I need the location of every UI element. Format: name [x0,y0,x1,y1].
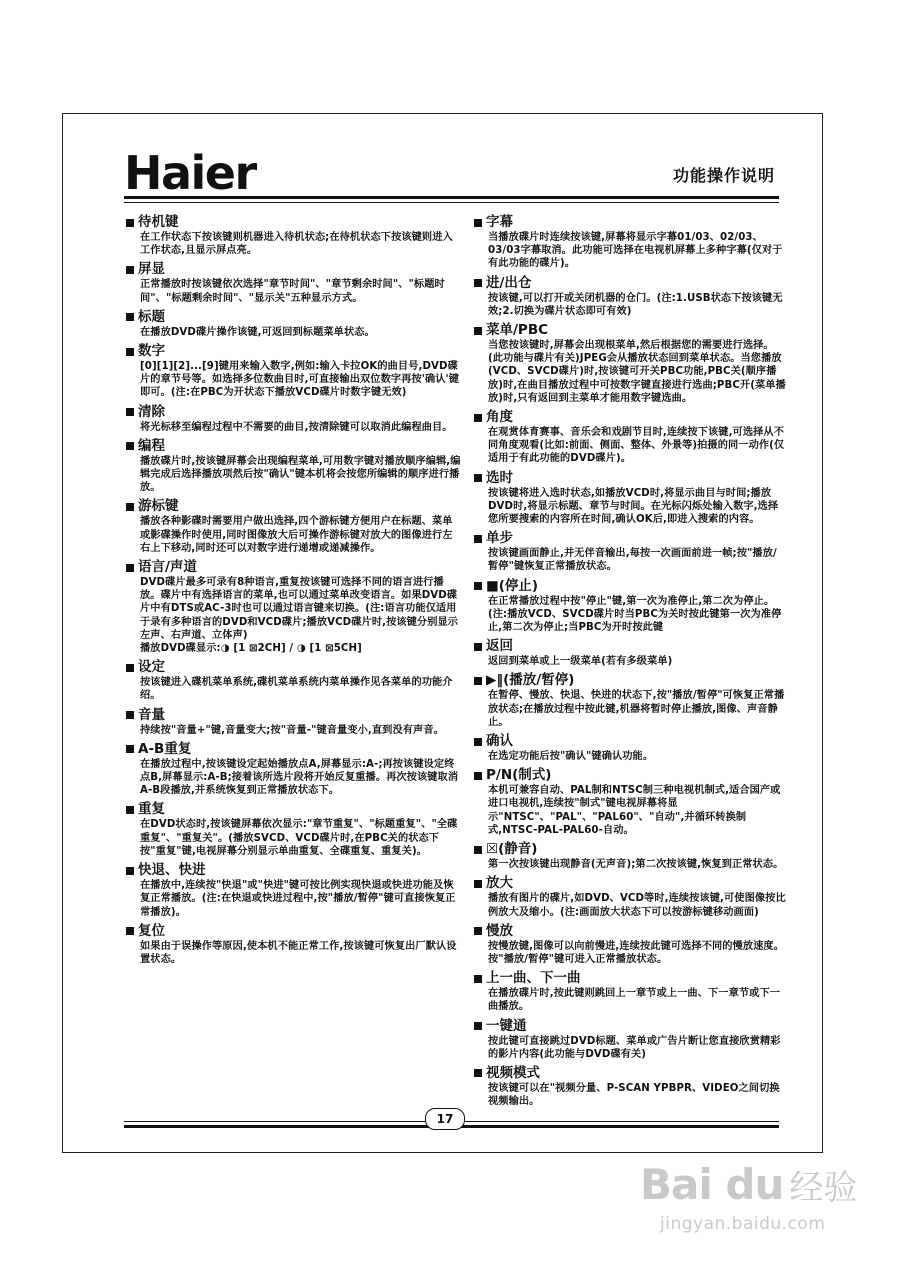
section-body: 按该键进入碟机菜单系统,碟机菜单系统内菜单操作见各菜单的功能介绍。 [140,677,453,702]
section-body: 当播放碟片时连续按该键,屏幕将显示字幕01/03、02/03、03/03字幕取消。此功能可选择在电视机屏幕上多种字幕(仅对于有此功能的碟片)。 [488,232,783,270]
section-return [474,638,786,668]
section-title: ■(停止) [486,577,539,594]
section-mute [474,841,786,871]
section-body: 播放有图片的碟片,如DVD、VCD等时,连续按该键,可使图像按比例放大及缩小。(注:画面放大状态下可以按游标键移动画面) [488,893,786,918]
section-pn [474,767,786,837]
bullet-icon [126,442,134,450]
section-title: 待机键 [138,214,179,230]
section-title: P/N(制式) [486,767,552,784]
section-title: 数字 [138,343,165,360]
bullet-icon [474,880,482,888]
section-title: 角度 [486,409,513,426]
bullet-icon [474,414,482,422]
section-body: 本机可兼容自动、PAL制和NTSC制三种电视机制式,适合国产或进口电视机,连续按"制式"键电视屏幕将显示"NTSC"、"PAL"、"PAL60"、"自动",并循环转换制式,NTSC-PAL-PAL60-自动。 [488,785,781,836]
section-body: 按该键可以在"视频分量、P-SCAN YPBPR、VIDEO之间切换视频输出。 [488,1082,780,1108]
watermark-url: jingyan.baidu.com [660,1214,826,1234]
section-step [474,530,786,573]
section-body: 在播放中,连续按"快退"或"快进"键可按比例实现快退或快进功能及恢复正常播放。(注:在快退或快进过程中,按"播放/暂停"键可直接恢复正常播放)。 [140,880,456,918]
section-repeat [126,801,461,858]
section-zoom [474,875,786,918]
watermark-brand-cn: 经验 [789,1168,858,1208]
section-slow [474,923,786,966]
watermark-brand: Bai du [640,1160,784,1209]
section-title: 音量 [138,706,165,723]
audio-display-line: 播放DVD碟显示:◑ [1 ⊠2CH] / ◑ [1 ⊠5CH] [140,643,362,655]
section-body: 按该键将进入选时状态,如播放VCD时,将显示曲目与时间;播放DVD时,将显示标题、章节与时间。在光标闪烁处输入数字,选择您所要搜索的内容所在时间,确认OK后,即进入搜索的内容。 [488,487,779,526]
section-body: 在播放DVD碟片操作该键,可返回到标题菜单状态。 [140,326,375,338]
section-eject [474,275,786,318]
section-title: 视频模式 [486,1064,540,1081]
section-menu-pbc [474,322,786,405]
left-column [126,214,461,970]
section-title: 清除 [138,403,165,420]
bullet-icon [126,348,134,356]
section-body: 第一次按该键出现静音(无声音);第二次按该键,恢复到正常状态。 [488,859,784,871]
section-body: 将光标移至编程过程中不需要的曲目,按清除键可以取消此编程曲目。 [140,421,453,433]
section-body: 正常播放时按该键依次选择"章节时间"、"章节剩余时间"、"标题时间"、"标题剩余时间"、"显示关"五种显示方式。 [140,279,445,304]
section-prev-next [474,970,786,1013]
section-body: 在播放过程中,按该键设定起始播放点A,屏幕显示:A-;再按该键设定终点B,屏幕显示:A-B;接着该所选片段将开始反复重播。再次按该键取消A-B段播放,并系统恢复到正常播放状态下。 [140,758,459,797]
section-body: 播放碟片时,按该键屏幕会出现编程菜单,可用数字键对播放顺序编辑,编辑完成后选择播放项然后按"确认"键本机将会按您所编辑的顺序进行播放。 [140,455,461,494]
section-title: 重复 [138,801,165,818]
section-cursor-keys [126,498,461,555]
section-title: 选时 [486,469,513,486]
bullet-icon [474,975,482,983]
bullet-icon [474,643,482,651]
bullet-icon [126,219,134,227]
bullet-icon [126,745,134,753]
section-title-key [126,309,461,339]
section-title: ☒(静音) [486,841,538,858]
section-body: 在选定功能后按"确认"键确认功能。 [488,751,654,763]
section-title: 菜单/PBC [486,322,549,339]
bullet-icon [474,1022,482,1030]
section-title: 上一曲、下一曲 [486,970,581,987]
section-display [126,261,461,304]
section-setup [126,659,461,702]
section-language-audio [126,559,461,655]
page-title: 功能操作说明 [672,166,775,185]
section-enter [474,733,786,763]
bullet-icon [126,408,134,416]
bullet-icon [474,738,482,746]
section-title: 返回 [486,638,513,655]
section-title: 复位 [138,922,165,939]
bullet-icon [474,927,482,935]
section-title: 屏显 [138,261,165,278]
section-video-mode [474,1065,786,1108]
section-program [126,438,461,495]
section-angle [474,409,786,466]
section-body: 当您按该键时,屏幕会出现根菜单,然后根据您的需要进行选择。(此功能与碟片有关)JPEG会从播放状态回到菜单状态。当您播放(VCD、SVCD碟片)时,按该键可开关PBC功能,PBC关(顺序播放)时,在曲目播放过程中可按数字键直接进行选曲;PBC开(菜单播放)时,只有返回到主菜单才能用数字键选曲。 [488,340,786,404]
bullet-icon [474,1069,482,1077]
bullet-icon [126,867,134,875]
section-numbers [126,343,461,400]
section-rewind-forward [126,862,461,919]
section-reset [126,923,461,966]
section-body: 持续按"音量+"键,音量变大;按"音量-"键音量变小,直到没有声音。 [140,724,444,736]
page-number: 17 [425,1108,465,1130]
section-title: 字幕 [486,214,513,230]
section-body: 按慢放键,图像可以向前慢进,连续按此键可选择不同的慢放速度。按"播放/暂停"键可进入正常播放状态。 [488,940,784,965]
section-body: 按该键,可以打开或关闭机器的仓门。(注:1.USB状态下按该键无效;2.切换为碟片状态即可有效) [488,292,783,317]
bullet-icon [126,564,134,572]
haier-logo: Haier [124,146,256,200]
header-rule-thin [124,202,779,203]
bullet-icon [474,535,482,543]
section-body: 在工作状态下按该键则机器进入待机状态;在待机状态下按该键则进入工作状态,且显示屏点亮。 [140,232,453,257]
section-title: 标题 [138,308,165,325]
section-stop [474,578,786,635]
section-title: 慢放 [486,922,513,939]
section-standby [126,214,461,257]
section-body: [0][1][2]...[9]键用来输入数字,例如:输入卡拉OK的曲目号,DVD碟片的章节号等。如选择多位数曲目时,可直接输出双位数字再按'确认'键即可。(注:在PBC为开状态下播放VCD碟片时数字键无效) [140,361,460,399]
bullet-icon [126,711,134,719]
section-title: 放大 [486,875,513,892]
bullet-icon [474,582,482,590]
section-body: 按该键画面静止,并无伴音输出,每按一次画面前进一帧;按"播放/暂停"键恢复正常播放状态。 [488,548,777,573]
bullet-icon [126,806,134,814]
section-title: 快退、快进 [138,862,206,879]
bullet-icon [474,219,482,227]
section-ab-repeat [126,741,461,798]
bullet-icon [474,772,482,780]
section-title: ▶‖(播放/暂停) [486,672,575,689]
section-body: 在DVD状态时,按该键屏幕依次显示:"章节重复"、"标题重复"、"全碟重复"、"重复关"。(播放SVCD、VCD碟片时,在PBC关的状态下按"重复"键,电视屏幕分别显示单曲重复、全碟重复、重复关)。 [140,819,458,857]
bullet-icon [474,846,482,854]
section-clear [126,404,461,434]
bullet-icon [126,503,134,511]
section-body: 播放各种影碟时需要用户做出选择,四个游标键方便用户在标题、菜单或影碟操作时使用,同时图像放大后可操作游标键对放大的图像进行左右上下移动,同时还可以对数字进行递增或递减操作。 [140,516,453,554]
header-rule [124,196,779,199]
section-body: 在观赏体育赛事、音乐会和戏剧节目时,连续按下该键,可选择从不同角度观看(比如:前面、侧面、整体、外景等)拍摄的同一动作(仅适用于有此功能的DVD碟片)。 [488,427,785,465]
section-body: 在暂停、慢放、快退、快进的状态下,按"播放/暂停"可恢复正常播放状态;在播放过程中按此键,机器将暂时停止播放,图像、声音静止。 [488,690,785,728]
bullet-icon [126,664,134,672]
bullet-icon [126,266,134,274]
section-title: 语言/声道 [138,559,197,576]
section-body: 按此键可直接跳过DVD标题、菜单或广告片断让您直接欣赏精彩的影片内容(此功能与DVD碟有关) [488,1035,781,1060]
section-title: 游标键 [138,498,179,515]
section-title: 设定 [138,659,165,676]
section-subtitle [474,214,786,271]
section-title: 一键通 [486,1017,527,1034]
section-body: 返回到菜单或上一级菜单(若有多级菜单) [488,656,673,668]
section-body: 在播放碟片时,按此键则跳回上一章节或上一曲、下一章节或下一曲播放。 [488,988,781,1013]
section-title: 确认 [486,733,513,750]
section-title: A-B重复 [138,740,192,757]
section-play-pause [474,672,786,729]
section-title: 进/出仓 [486,274,532,291]
bullet-icon [474,474,482,482]
section-body: DVD碟片最多可录有8种语言,重复按该键可选择不同的语言进行播放。碟片中有选择语言的菜单,也可以通过菜单改变语言。如果DVD碟片中有DTS或AC-3时也可以通过语言键来切换。(注:语言功能仅适用于录有多种语言的DVD和VCD碟片;播放VCD碟片时,按该键分别显示左声、右声道、立体声) [140,577,459,641]
section-goto [474,470,786,527]
section-title: 单步 [486,530,513,547]
section-body: 如果由于误操作等原因,使本机不能正常工作,按该键可恢复出厂默认设置状态。 [140,940,457,965]
section-volume [126,707,461,737]
bullet-icon [474,327,482,335]
section-body: 在正常播放过程中按"停止"键,第一次为准停止,第二次为停止。(注:播放VCD、SVCD碟片时当PBC为关时按此键第一次为准停止,第二次为停止;当PBC为开时按此键 [488,595,782,634]
section-one-touch [474,1018,786,1061]
section-title: 编程 [138,437,165,454]
bullet-icon [126,927,134,935]
watermark-logo [640,1160,857,1209]
bullet-icon [126,313,134,321]
bullet-icon [474,279,482,287]
right-column [474,214,786,1112]
bullet-icon [474,677,482,685]
